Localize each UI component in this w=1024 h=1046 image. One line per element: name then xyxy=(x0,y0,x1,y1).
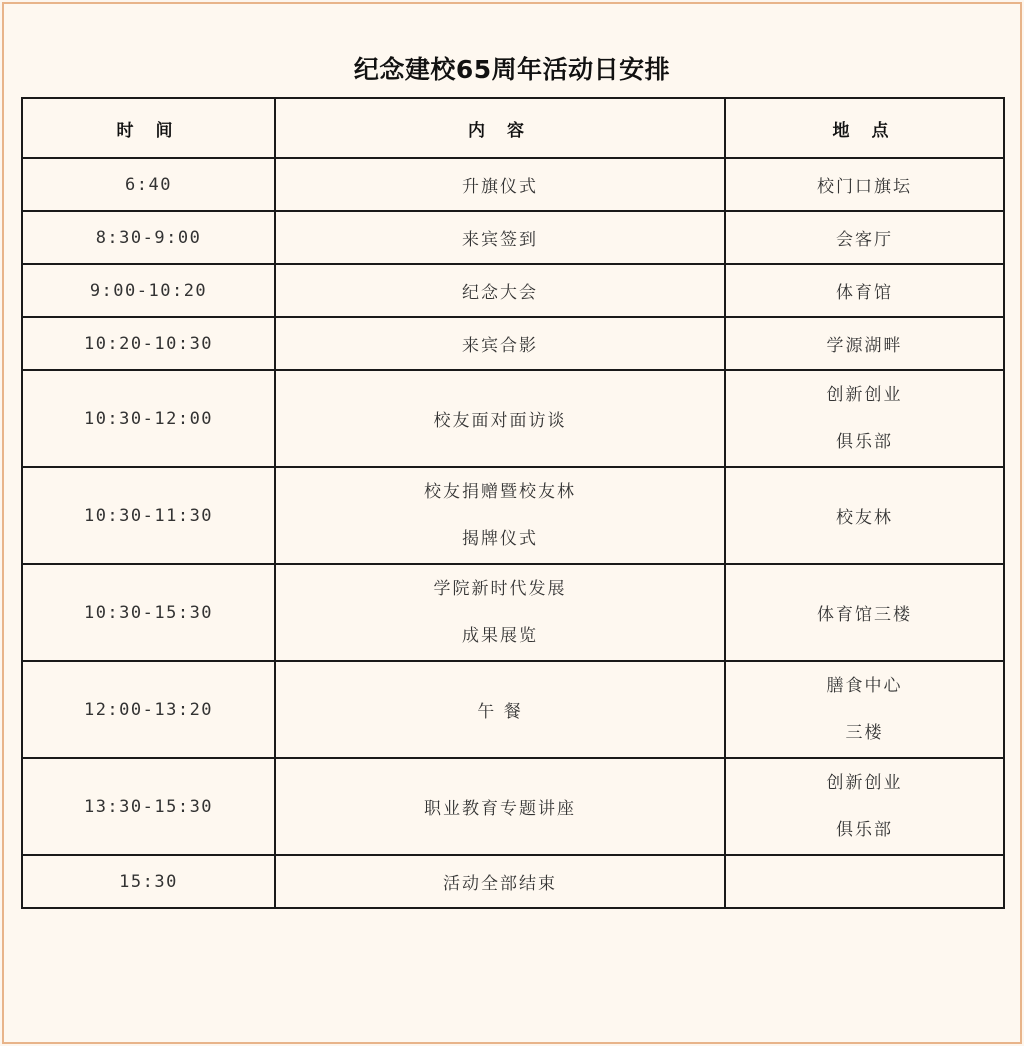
table-row xyxy=(22,370,1004,467)
header-place: 地 点 xyxy=(725,98,1004,158)
place-line: 体育馆三楼 xyxy=(817,605,912,625)
time-cell: 15:30 xyxy=(22,855,275,908)
content-cell xyxy=(275,855,725,908)
content-cell xyxy=(275,564,725,661)
content-line: 升旗仪式 xyxy=(462,177,538,197)
place-cell xyxy=(725,370,1004,467)
place-line: 俱乐部 xyxy=(836,431,893,452)
content-cell xyxy=(275,467,725,564)
time-cell: 10:30-15:30 xyxy=(22,564,275,661)
place-line: 创新创业 xyxy=(826,384,903,405)
place-line: 学源湖畔 xyxy=(826,336,903,356)
content-line: 成果展览 xyxy=(462,625,538,646)
content-line: 活动全部结束 xyxy=(443,874,557,894)
content-line: 职业教育专题讲座 xyxy=(424,799,576,819)
table-row xyxy=(22,758,1004,855)
content-line: 纪念大会 xyxy=(462,283,538,303)
place-line: 膳食中心 xyxy=(826,675,903,696)
content-cell xyxy=(275,317,725,370)
place-line: 俱乐部 xyxy=(836,819,893,840)
header-time: 时 间 xyxy=(22,98,275,158)
place-cell xyxy=(725,158,1004,211)
time-cell: 10:30-12:00 xyxy=(22,370,275,467)
place-cell xyxy=(725,211,1004,264)
content-cell xyxy=(275,758,725,855)
table-row xyxy=(22,264,1004,317)
content-line: 来宾合影 xyxy=(462,336,538,356)
place-line: 三楼 xyxy=(845,722,884,743)
time-cell: 9:00-10:20 xyxy=(22,264,275,317)
place-line: 校友林 xyxy=(836,508,893,528)
content-cell xyxy=(275,211,725,264)
place-line: 校门口旗坛 xyxy=(817,177,912,197)
table-row xyxy=(22,317,1004,370)
place-cell xyxy=(725,317,1004,370)
header-content: 内 容 xyxy=(275,98,725,158)
time-cell: 12:00-13:20 xyxy=(22,661,275,758)
content-cell xyxy=(275,158,725,211)
content-line: 校友面对面访谈 xyxy=(433,411,567,431)
table-row xyxy=(22,158,1004,211)
content-line: 来宾签到 xyxy=(462,230,538,250)
content-line: 校友捐赠暨校友林 xyxy=(424,481,576,502)
content-line: 学院新时代发展 xyxy=(433,578,567,599)
table-row xyxy=(22,855,1004,908)
content-cell xyxy=(275,661,725,758)
time-cell: 13:30-15:30 xyxy=(22,758,275,855)
place-cell xyxy=(725,855,1004,908)
place-cell xyxy=(725,661,1004,758)
place-line: 创新创业 xyxy=(826,772,903,793)
page-title: 纪念建校65周年活动日安排 xyxy=(353,55,671,84)
place-cell xyxy=(725,564,1004,661)
time-cell: 6:40 xyxy=(22,158,275,211)
content-line: 揭牌仪式 xyxy=(462,528,538,549)
table-row xyxy=(22,211,1004,264)
time-cell: 10:20-10:30 xyxy=(22,317,275,370)
place-cell xyxy=(725,467,1004,564)
time-cell: 8:30-9:00 xyxy=(22,211,275,264)
content-cell xyxy=(275,264,725,317)
table-row xyxy=(22,661,1004,758)
content-line: 午 餐 xyxy=(477,702,523,722)
place-cell xyxy=(725,264,1004,317)
schedule-table xyxy=(21,97,1005,909)
table-header-row xyxy=(22,98,1004,158)
time-cell: 10:30-11:30 xyxy=(22,467,275,564)
table-row xyxy=(22,564,1004,661)
content-cell xyxy=(275,370,725,467)
place-line: 体育馆 xyxy=(836,283,893,303)
place-cell xyxy=(725,758,1004,855)
place-line: 会客厅 xyxy=(836,230,893,250)
table-row xyxy=(22,467,1004,564)
